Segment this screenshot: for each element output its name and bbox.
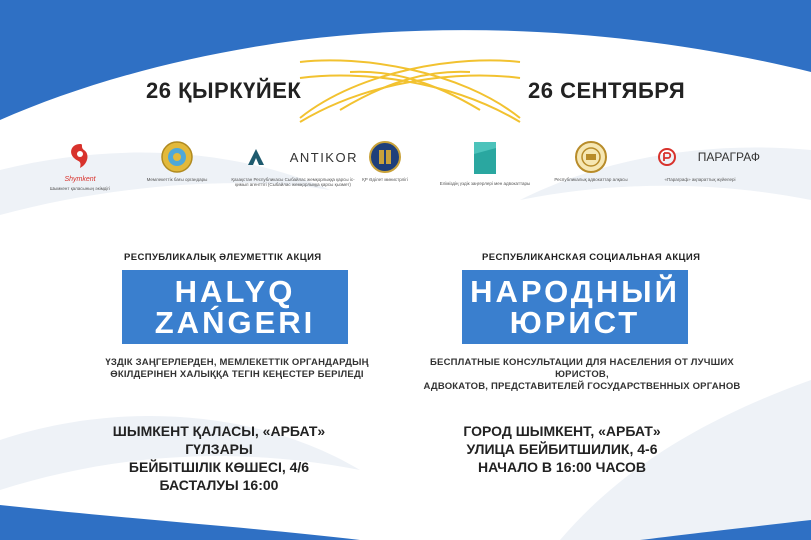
partner-logo-zan (430, 140, 540, 186)
left-venue-line-2: БЕЙБІТШІЛІК КӨШЕСІ, 4/6 (128, 459, 310, 475)
right-description (412, 357, 752, 393)
left-title-line-2: ZAŃGERI (154, 305, 316, 340)
kazakhstan-state-emblem-icon (160, 140, 194, 174)
date-russian: 26 СЕНТЯБРЯ (528, 78, 686, 103)
left-kicker: РЕСПУБЛИКАЛЫҚ ӘЛЕУМЕТТІК АКЦИЯ (124, 252, 322, 263)
partner-logo-state-emblem (122, 140, 232, 182)
right-venue-line-3: НАЧАЛО В 16:00 ЧАСОВ (478, 459, 646, 475)
right-venue (462, 422, 662, 476)
left-title-banner (122, 270, 348, 344)
logo-caption: Мемлекеттік бағы органдары (146, 177, 208, 182)
left-title-line-1: HALYQ (174, 274, 296, 309)
bar-association-emblem-icon (574, 140, 608, 174)
right-desc-line-2: АДВОКАТОВ, ПРЕДСТАВИТЕЛЕЙ ГОСУДАРСТВЕННЫХ ОРГАНОВ (423, 381, 741, 392)
logo-caption: «Параграф» ақпараттық жүйелері (664, 177, 736, 182)
partner-logo-bar-association (536, 140, 646, 182)
paragraf-wordmark: ПАРАГРАФ (697, 150, 760, 164)
right-desc-line-1: БЕСПЛАТНЫЕ КОНСУЛЬТАЦИИ ДЛЯ НАСЕЛЕНИЯ ОТ ЛУЧШИХ ЮРИСТОВ, (430, 357, 734, 380)
right-venue-line-2: УЛИЦА БЕЙБИТШИЛИК, 4-6 (466, 441, 658, 457)
shymkent-city-emblem-icon (60, 140, 100, 176)
left-venue (90, 422, 348, 494)
logo-caption: Еліміздің үздік заңгерлері мен адвокаттары (439, 181, 531, 186)
date-kazakh: 26 ҚЫРКҮЙЕК (146, 78, 302, 103)
left-desc-line-1: ҮЗДІК ЗАҢГЕРЛЕРДЕН, МЕМЛЕКЕТТІК ОРГАНДАРДЫҢ (105, 357, 369, 368)
logo-caption: Республикалық адвокаттар алқасы (554, 177, 628, 182)
partner-logo-paragraf (640, 140, 760, 182)
paragraf-logo-icon (658, 148, 676, 166)
left-venue-line-3: БАСТАЛУЫ 16:00 (159, 477, 279, 493)
right-title-line-1: НАРОДНЫЙ (470, 274, 680, 309)
partner-logo-justice-ministry (330, 140, 440, 182)
right-title-line-2: ЮРИСТ (509, 305, 641, 340)
left-venue-line-1: ШЫМКЕНТ ҚАЛАСЫ, «АРБАТ» ГҮЛЗАРЫ (112, 423, 326, 457)
antikor-wordmark: ANTIKOR (289, 149, 358, 165)
antikor-logo-icon (247, 148, 265, 166)
shymkent-wordmark: Shymkent (64, 176, 96, 183)
logo-caption: Шымкент қаласының әкімдігі (49, 186, 111, 191)
logo-caption: Қазақстан Республикасы Сыбайлас жемқорлыққа қарсы іс-қимыл агенттігі (Сыбайлас жемқорлыққа қарсы қызмет) (231, 177, 355, 187)
right-title-banner (462, 270, 688, 344)
ministry-of-justice-emblem-icon (368, 140, 402, 174)
left-description (98, 357, 376, 381)
left-desc-line-2: ӨКІЛДЕРІНЕН ХАЛЫҚҚА ТЕГІН КЕҢЕСТЕР БЕРІЛЕДІ (110, 369, 364, 380)
right-kicker: РЕСПУБЛИКАНСКАЯ СОЦИАЛЬНАЯ АКЦИЯ (482, 252, 701, 263)
right-venue-line-1: ГОРОД ШЫМКЕНТ, «АРБАТ» (463, 423, 661, 439)
partner-logo-shymkent (25, 140, 135, 191)
zan-logo-icon (468, 140, 502, 178)
logo-caption: ҚР Әділет министрлігі (362, 177, 408, 182)
